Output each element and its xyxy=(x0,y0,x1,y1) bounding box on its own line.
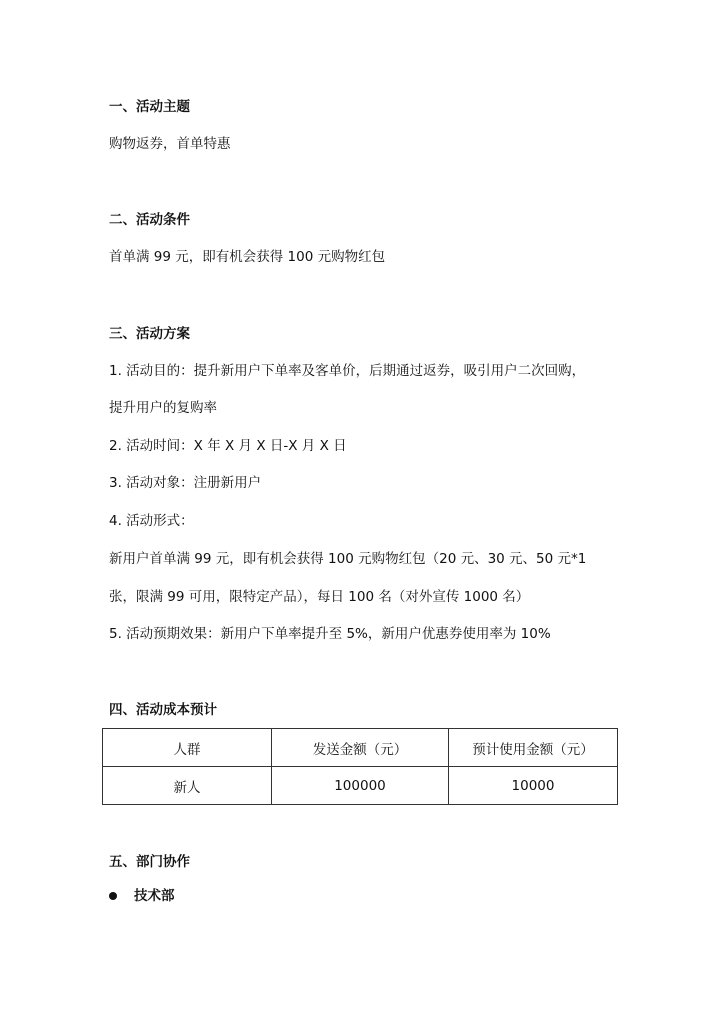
table-header-cell: 发送金额（元） xyxy=(272,729,449,767)
plan-item-2: 2. 活动时间：X 年 X 月 X 日-X 月 X 日 xyxy=(109,438,347,454)
table-header-cell: 预计使用金额（元） xyxy=(449,729,618,767)
collab-bullet-text: 技术部 xyxy=(134,888,175,904)
cost-table xyxy=(102,728,618,805)
plan-item-1-line-1: 1. 活动目的：提升新用户下单率及客单价，后期通过返券，吸引用户二次回购， xyxy=(109,363,586,379)
table-cell: 10000 xyxy=(449,767,618,805)
plan-item-4-line-1: 新用户首单满 99 元，即有机会获得 100 元购物红包（20 元、30 元、50 元*1 xyxy=(109,551,587,567)
plan-item-4-line-2: 张，限满 99 可用，限特定产品），每日 100 名（对外宣传 1000 名） xyxy=(109,589,530,605)
section-heading-cost: 四、活动成本预计 xyxy=(109,702,217,718)
plan-item-4: 4. 活动形式： xyxy=(109,513,194,529)
table-cell: 新人 xyxy=(103,767,272,805)
plan-item-5: 5. 活动预期效果：新用户下单率提升至 5%，新用户优惠券使用率为 10% xyxy=(109,626,551,642)
table-header-row xyxy=(103,729,618,767)
plan-item-1-line-2: 提升用户的复购率 xyxy=(109,400,217,416)
theme-text: 购物返券，首单特惠 xyxy=(109,136,231,152)
section-heading-theme: 一、活动主题 xyxy=(109,99,190,115)
section-heading-plan: 三、活动方案 xyxy=(109,326,190,342)
table-row xyxy=(103,767,618,805)
plan-item-3: 3. 活动对象：注册新用户 xyxy=(109,475,262,491)
table-header-cell: 人群 xyxy=(103,729,272,767)
section-heading-collab: 五、部门协作 xyxy=(109,854,190,870)
section-heading-conditions: 二、活动条件 xyxy=(109,212,190,228)
conditions-text: 首单满 99 元，即有机会获得 100 元购物红包 xyxy=(109,249,386,265)
table-cell: 100000 xyxy=(272,767,449,805)
bullet-icon xyxy=(109,892,117,900)
